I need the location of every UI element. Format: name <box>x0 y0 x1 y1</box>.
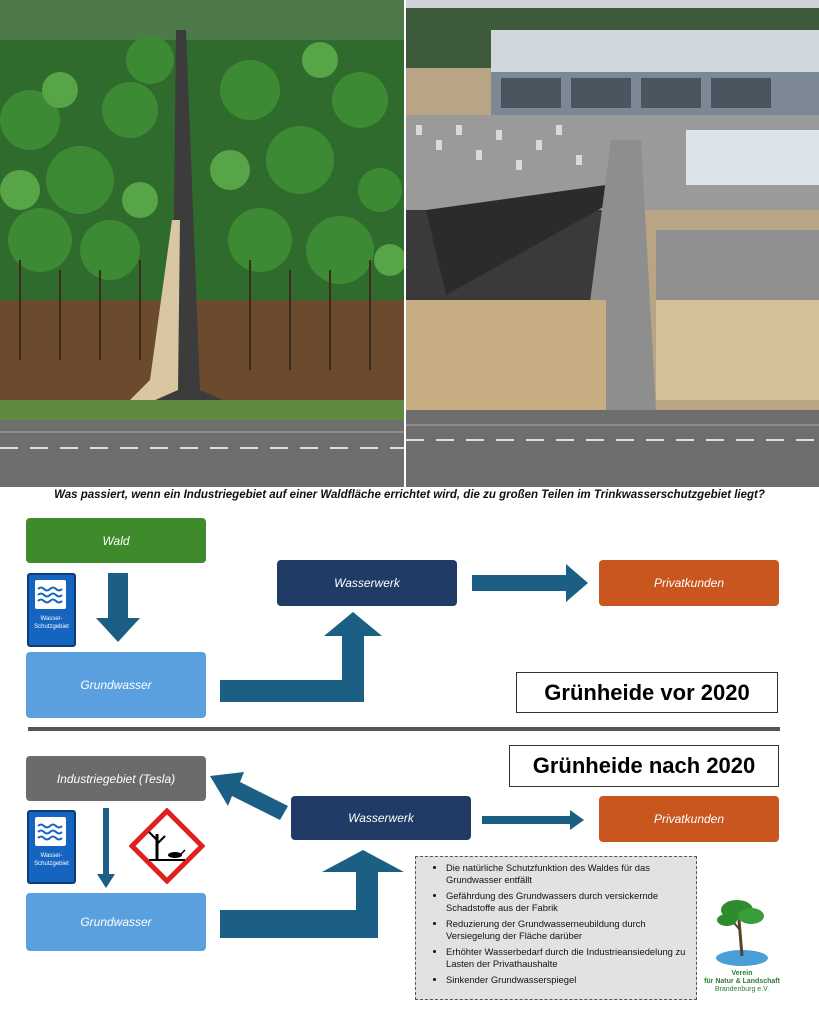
grundwasser-box-after: Grundwasser <box>26 893 206 951</box>
grundwasser-box: Grundwasser <box>26 652 206 718</box>
wasserschutzgebiet-sign-after <box>27 810 76 884</box>
arrow-grundwasser-to-wasserwerk <box>220 612 382 702</box>
sign-text-2: Schutzgebiet <box>34 624 69 630</box>
arrow-wald-to-grundwasser <box>96 573 140 642</box>
wald-box: Wald <box>26 518 206 563</box>
section-divider <box>28 727 780 731</box>
wasserschutzgebiet-sign <box>27 573 76 647</box>
industrie-box: Industriegebiet (Tesla) <box>26 756 206 801</box>
consequence-item: • Sinkender Grundwasserspiegel <box>446 974 696 986</box>
arrow-wasserwerk-to-privatkunden-after <box>482 810 584 830</box>
consequences-list <box>415 856 697 1000</box>
environmental-hazard-icon <box>129 808 205 884</box>
consequence-item: • Erhöhter Wasserbedarf durch die Industrieansiedelung zu Lasten der Privathaushalte <box>446 946 696 970</box>
logo-line-2: für Natur & Landschaft <box>704 978 780 985</box>
verein-logo <box>697 890 787 1000</box>
arrow-wasserwerk-to-industrie <box>210 772 288 820</box>
arrow-grundwasser-to-wasserwerk-after <box>220 850 404 938</box>
wasserwerk-box-after: Wasserwerk <box>291 796 471 840</box>
logo-line-3: Brandenburg e.V. <box>714 986 770 993</box>
arrow-industrie-to-grundwasser <box>97 808 115 888</box>
sign-text-2: Schutzgebiet <box>34 861 69 867</box>
privatkunden-box: Privatkunden <box>599 560 779 606</box>
sign-text-1: Wasser- <box>40 853 63 859</box>
logo-line-1: Verein <box>731 970 753 977</box>
privatkunden-box-after: Privatkunden <box>599 796 779 842</box>
consequence-item: • Reduzierung der Grundwasserneubildung durch Versiegelung der Fläche darüber <box>446 918 696 942</box>
water-waves-icon <box>35 817 66 846</box>
sign-text-1: Wasser- <box>40 616 63 622</box>
before-title: Grünheide vor 2020 <box>516 672 778 713</box>
arrow-wasserwerk-to-privatkunden <box>472 564 588 602</box>
after-title: Grünheide nach 2020 <box>509 745 779 787</box>
wasserwerk-box: Wasserwerk <box>277 560 457 606</box>
question-caption: Was passiert, wenn ein Industriegebiet auf einer Waldfläche errichtet wird, die zu großen Teilen im Trinkwasserschutzgebiet liegt? <box>54 489 765 501</box>
tree-logo-icon <box>697 890 787 970</box>
consequence-item: • Die natürliche Schutzfunktion des Waldes für das Grundwasser entfällt <box>446 862 696 886</box>
water-waves-icon <box>35 580 66 609</box>
consequence-item: • Gefährdung des Grundwassers durch versickernde Schadstoffe aus der Fabrik <box>446 890 696 914</box>
